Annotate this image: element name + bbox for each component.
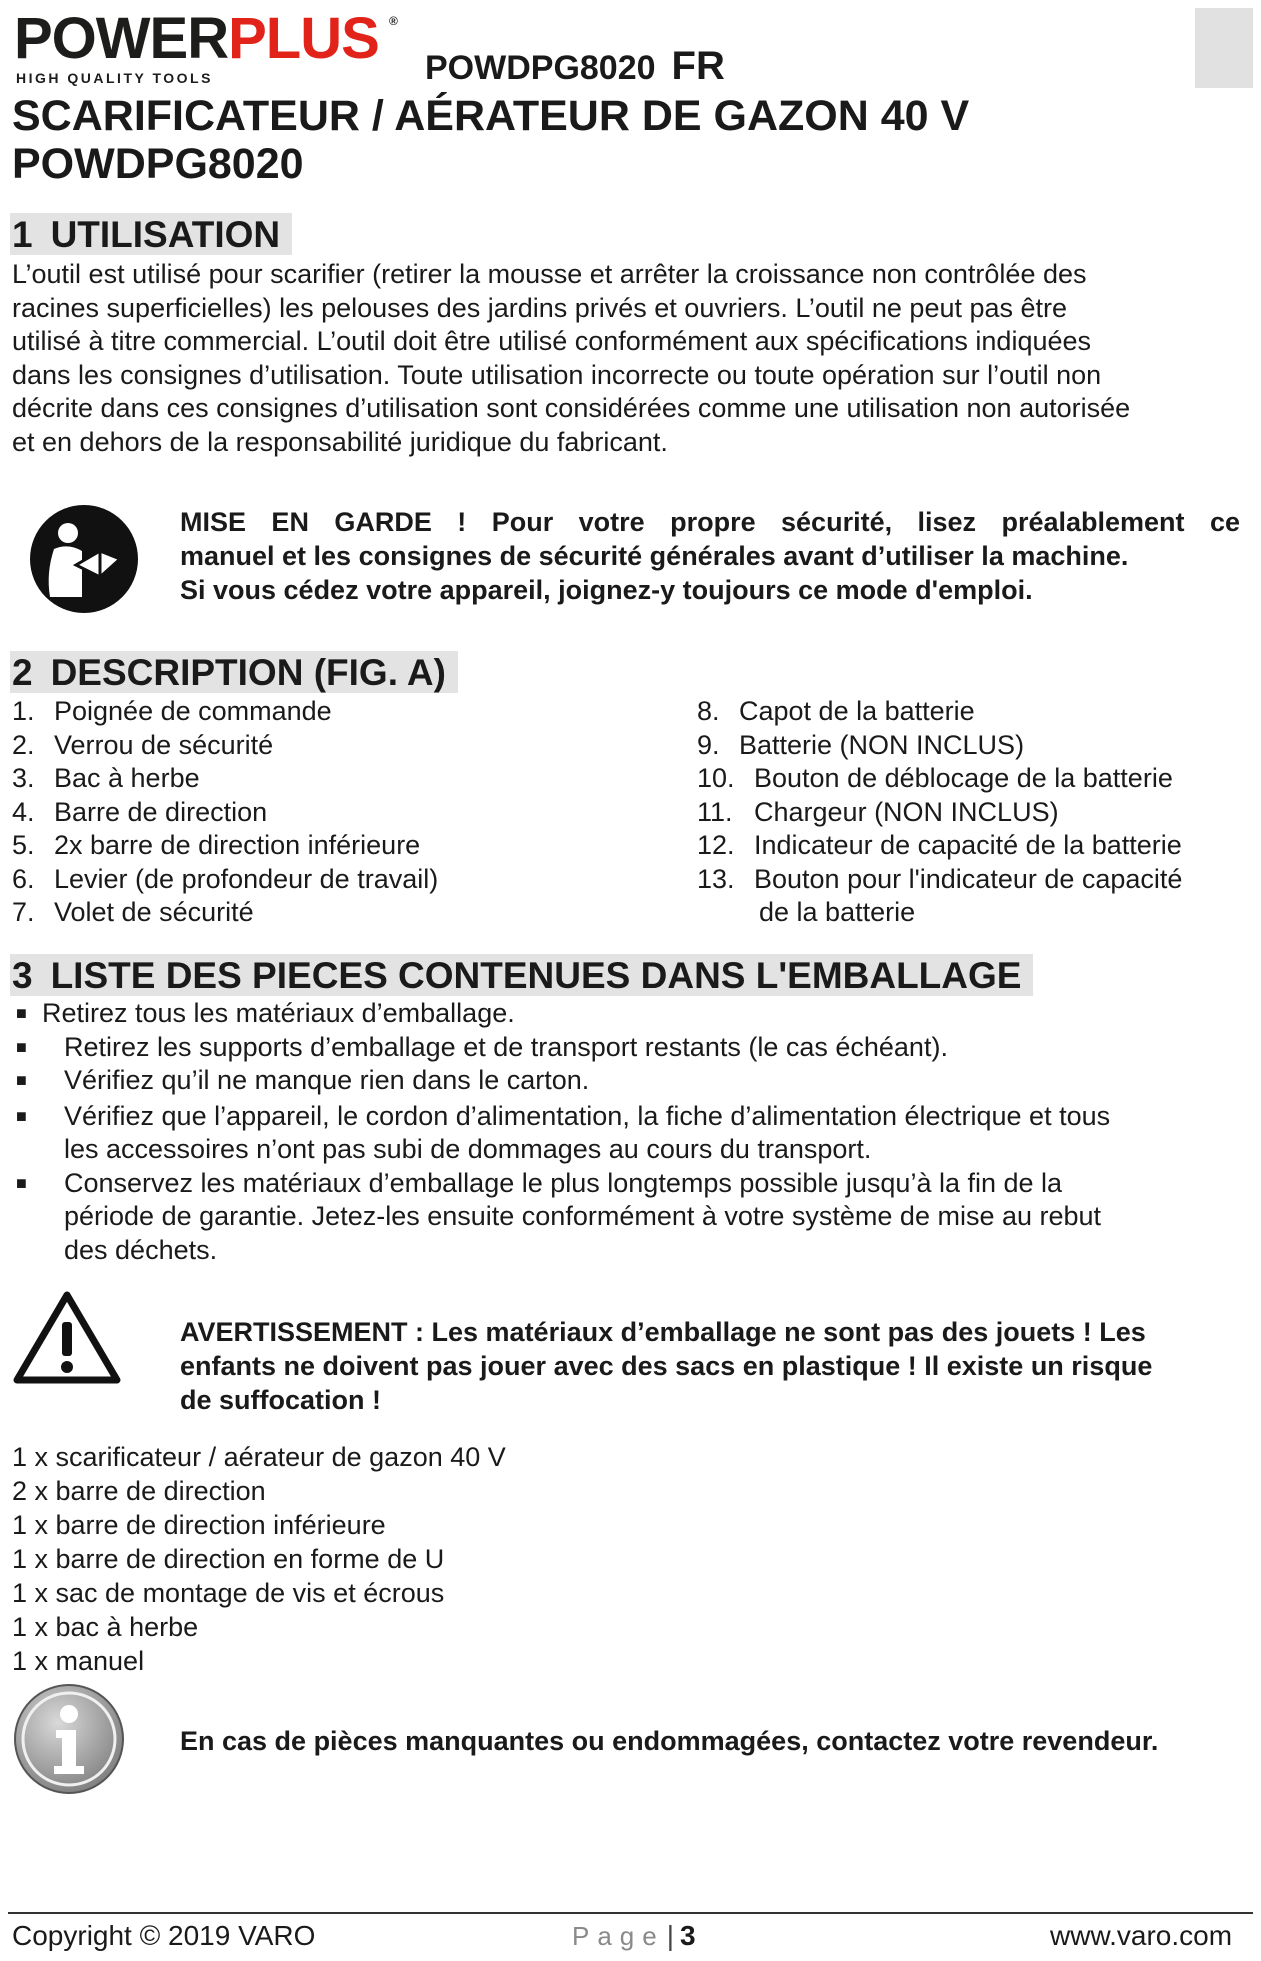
logo-registered-mark: ® [389, 14, 398, 28]
packaging-warning-text: AVERTISSEMENT : Les matériaux d’emballage ne sont pas des jouets ! Les enfants ne doivent pas jouer avec des sacs en plastique ! Il existe un risque de suffocation ! [180, 1317, 1153, 1415]
language-tab-marker [1195, 8, 1253, 88]
list-item: ■ Vérifiez que l’appareil, le cordon d’alimentation, la fiche d’alimentation électrique et tous les accessoires n’ont pas subi de dommages au cours du transport. [16, 1100, 1111, 1164]
package-contents-list [12, 1440, 506, 1678]
list-item: ■ Vérifiez qu’il ne manque rien dans le carton. [12, 1064, 1242, 1098]
bullet-icon: ■ [16, 1070, 27, 1090]
bullet-icon: ■ [16, 1105, 27, 1126]
footer-divider [8, 1912, 1253, 1914]
list-item: 10. Bouton de déblocage de la batterie [697, 763, 1173, 793]
list-item: 1 x barre de direction en forme de U [12, 1544, 445, 1574]
utilisation-paragraph: L’outil est utilisé pour scarifier (retirer la mousse et arrêter la croissance non contrôlée des racines superficielles) les pelouses des jardins privés et ouvriers. L’outil ne peut pas être utilisé à titre commercial. L’outil doit être utilisé conformément aux spécifications indiquées dans les consignes d’utilisation. Toute utilisation incorrecte ou toute opération sur l’outil non décrite dans ces consignes d’utilisation sont considérées comme une utilisation non autorisée et en dehors de la responsabilité juridique du fabricant. [12, 259, 1131, 457]
header-model [425, 44, 725, 89]
list-item: 1 x manuel [12, 1646, 145, 1676]
unpacking-instructions [12, 997, 1242, 1267]
list-item: 2 x barre de direction [12, 1476, 266, 1506]
footer-website: www.varo.com [1050, 1920, 1233, 1951]
logo-tagline: HIGH QUALITY TOOLS [16, 70, 213, 86]
section-heading-utilisation: 1 UTILISATION [10, 213, 292, 255]
list-item: 2. Verrou de sécurité [12, 729, 274, 760]
list-item: 1 x sac de montage de vis et écrous [12, 1578, 445, 1608]
list-item: 1. Poignée de commande [12, 696, 332, 726]
list-item: 3. Bac à herbe [12, 763, 200, 793]
list-item: 7. Volet de sécurité [12, 897, 254, 927]
list-item: 4. Barre de direction [12, 796, 268, 827]
warning-triangle-icon [12, 1290, 122, 1386]
list-item: 8. Capot de la batterie [697, 696, 975, 726]
logo-wordmark: POWERPLUS [14, 6, 379, 71]
list-item: 1 x bac à herbe [12, 1612, 199, 1642]
list-item: 11. Chargeur (NON INCLUS) [697, 796, 1059, 827]
list-item: 6. Levier (de profondeur de travail) [12, 863, 439, 894]
safety-warning-text: MISE EN GARDE ! Pour votre propre sécurité, lisez préalablement ce manuel et les consignes de sécurité générales avant d’utiliser la machine. Si vous cédez votre appareil, joignez-y toujours ce mode d'emploi. [180, 507, 1240, 605]
info-icon [12, 1682, 126, 1796]
footer-page-indicator: Page| 3 [572, 1920, 696, 1951]
list-item: ■ Conservez les matériaux d’emballage le plus longtemps possible jusqu’à la fin de la période de garantie. Jetez-les ensuite conformément à votre système de mise au rebut des déchets. [16, 1167, 1102, 1265]
list-item: 12. Indicateur de capacité de la batterie [697, 830, 1182, 860]
list-item: ■ Retirez tous les matériaux d’emballage. [12, 997, 1242, 1031]
list-item-continuation: de la batterie [759, 897, 916, 927]
title-line-1: SCARIFICATEUR / AÉRATEUR DE GAZON 40 V [12, 92, 970, 140]
list-item: 1 x scarificateur / aérateur de gazon 40 V [12, 1442, 506, 1472]
document-title [12, 92, 969, 188]
list-item: 9. Batterie (NON INCLUS) [697, 729, 1025, 760]
bullet-icon: ■ [16, 1003, 27, 1023]
list-item: 1 x barre de direction inférieure [12, 1510, 386, 1540]
brand-logo [14, 6, 404, 86]
missing-parts-note: En cas de pièces manquantes ou endommagées, contactez votre revendeur. [180, 1726, 1159, 1756]
description-list-left [12, 695, 438, 930]
list-item: ■ Retirez les supports d’emballage et de transport restants (le cas échéant). [12, 1031, 1242, 1065]
title-line-2: POWDPG8020 [12, 140, 304, 188]
list-item: 13. Bouton pour l'indicateur de capacité [697, 863, 1183, 894]
list-item: 5. 2x barre de direction inférieure [12, 830, 421, 860]
language-code: FR [671, 44, 725, 88]
bullet-icon: ■ [16, 1172, 27, 1193]
footer-copyright: Copyright © 2019 VARO [12, 1920, 316, 1951]
model-code: POWDPG8020 [425, 49, 656, 87]
bullet-icon: ■ [16, 1036, 27, 1057]
section-heading-description: 2 DESCRIPTION (FIG. A) [10, 651, 458, 693]
description-list-right [697, 695, 1182, 930]
page-number: 3 [680, 1920, 696, 1951]
section-heading-package-contents: 3 LISTE DES PIECES CONTENUES DANS L'EMBALLAGE [10, 954, 1033, 996]
read-manual-icon [28, 503, 140, 615]
